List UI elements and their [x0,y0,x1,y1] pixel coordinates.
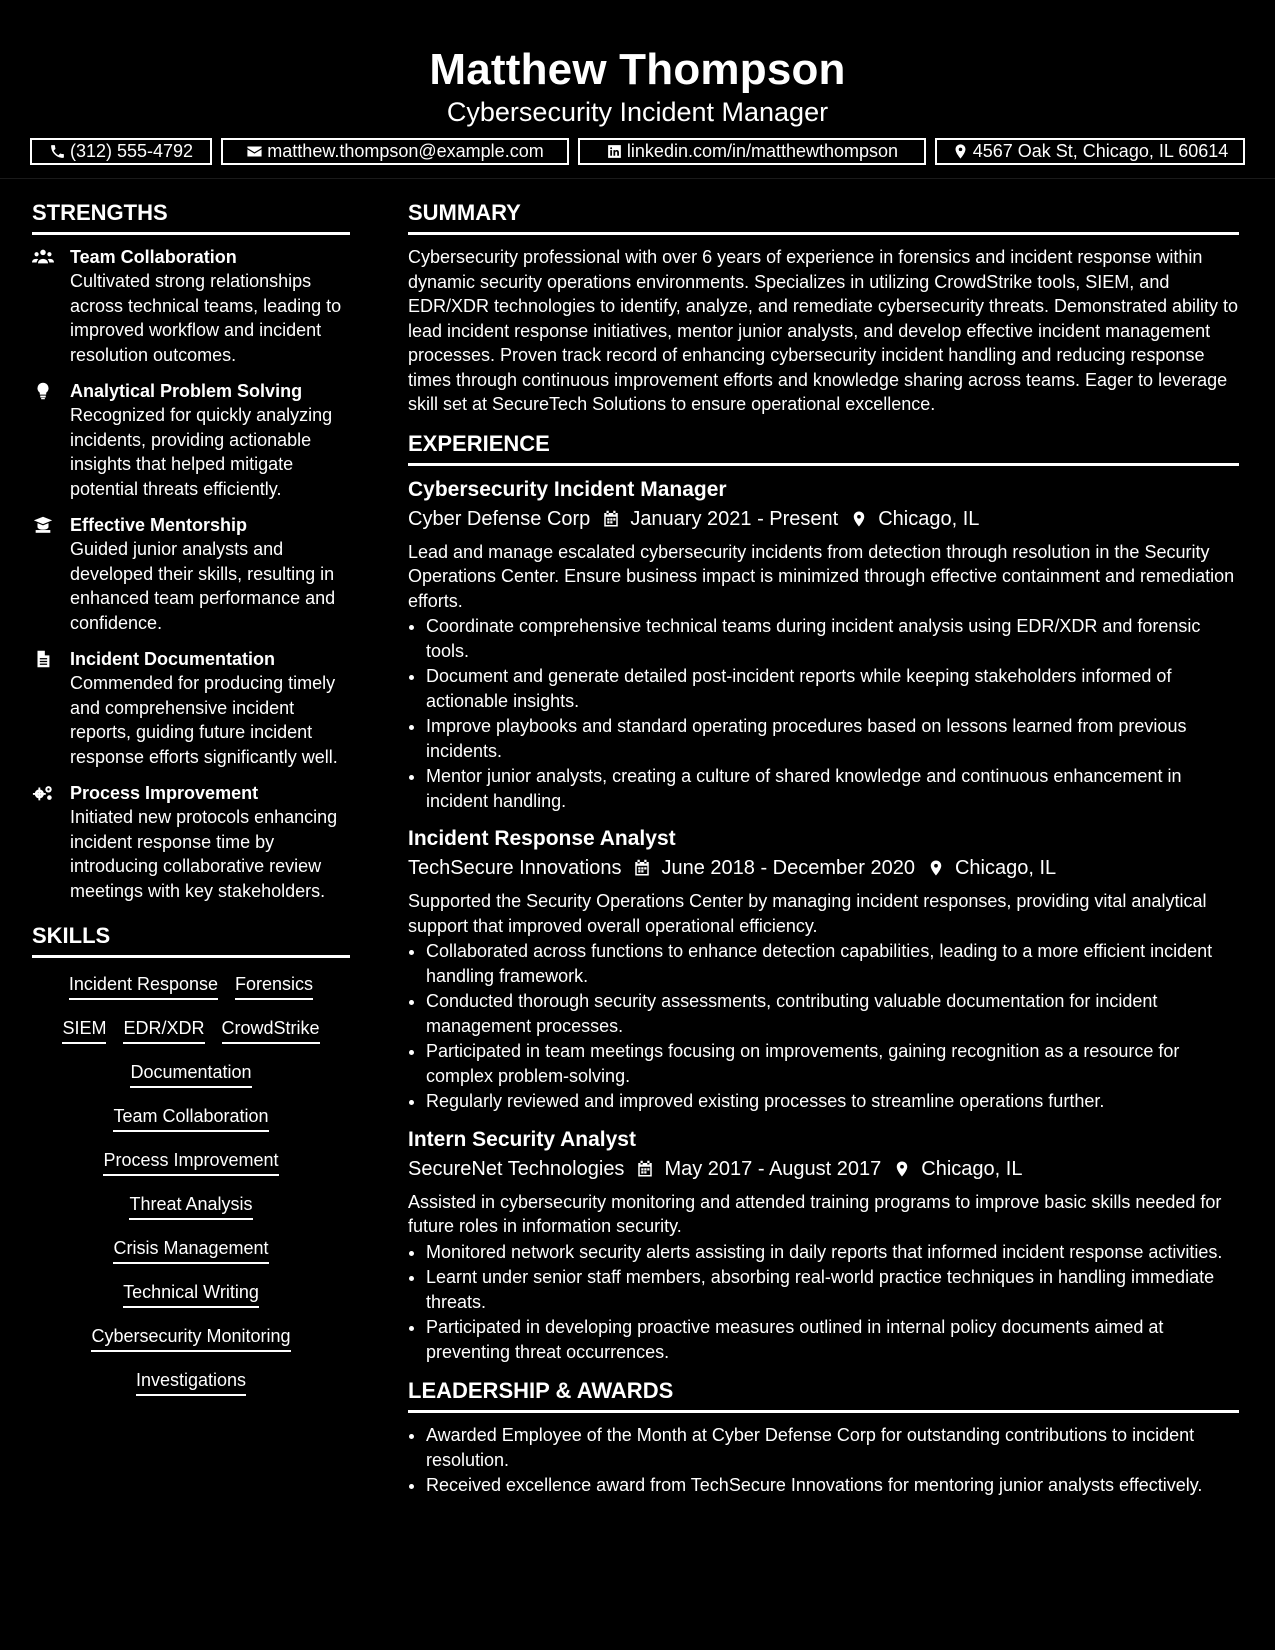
gears-icon [32,784,54,802]
list-item: • Awarded Employee of the Month at Cyber Defense Corp for outstanding contributions to incident resolution. [426,1423,1239,1472]
skill-tag: Forensics [235,972,313,1000]
contact-linkedin-text: linkedin.com/in/matthewthompson [626,141,899,161]
skill-tag: EDR/XDR [123,1016,204,1044]
resume-header [0,0,1275,165]
skill-tag: Process Improvement [103,1148,278,1176]
job-description: Lead and manage escalated cybersecurity incidents from detection through resolution in the Security Operations Center. Ensure business impact is minimized through effective containment and remediation efforts. [408,541,1235,611]
skills-list [32,968,350,1396]
users-icon [32,248,54,266]
job-location: Chicago, IL [878,507,980,530]
list-item: • Conducted thorough security assessments, contributing valuable documentation for incident management processes. [426,989,1239,1038]
contact-location-text: 4567 Oak St, Chicago, IL 60614 [972,141,1229,161]
candidate-title: Cybersecurity Incident Manager [446,97,829,127]
job-bullets [408,1240,1239,1365]
job-bullets [408,939,1239,1114]
calendar-icon [602,510,620,528]
skill-tag: Documentation [130,1060,251,1088]
job-location: Chicago, IL [921,1157,1023,1180]
job-company: TechSecure Innovations [408,857,622,879]
strength-description: Cultivated strong relationships across technical teams, leading to improved workflow and incident resolution outcomes. [70,271,342,365]
job-description: Assisted in cybersecurity monitoring and attended training programs to improve basic skills needed for future roles in information security. [408,1191,1222,1236]
skill-tag: Technical Writing [123,1280,259,1308]
strength-description: Recognized for quickly analyzing incidents, providing actionable insights that helped mitigate potential threats efficiently. [70,405,333,499]
list-item: • Participated in developing proactive measures outlined in internal policy documents aimed at preventing threat occurrences. [426,1315,1239,1364]
strength-description: Guided junior analysts and developed their skills, resulting in enhanced team performance and confidence. [70,539,336,633]
strength-name: Process Improvement [70,783,259,803]
skill-tag: Incident Response [69,972,218,1000]
skill-tag: Investigations [136,1368,246,1396]
job-company: Cyber Defense Corp [408,507,591,530]
job-title: Intern Security Analyst [408,1127,636,1151]
contact-bar [30,138,1245,165]
job-entry [408,1126,1239,1365]
calendar-icon [633,859,651,877]
skill-tag: CrowdStrike [222,1016,320,1044]
contact-location [935,138,1245,165]
contact-email[interactable] [221,138,569,165]
strength-item [32,781,350,903]
list-item: • Collaborated across functions to enhance detection capabilities, leading to a more efficient incident handling framework. [426,939,1239,988]
skill-tag: SIEM [62,1016,106,1044]
strength-description: Commended for producing timely and comprehensive incident reports, guiding future incident response efforts significantly well. [70,673,338,767]
strength-name: Incident Documentation [70,649,276,669]
strength-item [32,513,350,635]
list-item: • Document and generate detailed post-incident reports while keeping stakeholders informed of actionable insights. [426,664,1239,713]
calendar-icon [636,1160,654,1178]
header-divider [0,178,1275,179]
job-dates: May 2017 - August 2017 [664,1157,882,1180]
job-meta [408,504,1239,534]
job-title: Cybersecurity Incident Manager [408,477,727,501]
strength-item [32,245,350,367]
map-pin-icon [850,510,868,528]
job-title: Incident Response Analyst [408,827,676,850]
map-pin-icon [927,859,945,877]
strength-description: Initiated new protocols enhancing incident response time by introducing collaborative review meetings with key stakeholders. [70,807,338,901]
strength-name: Effective Mentorship [70,515,248,535]
skill-tag: Cybersecurity Monitoring [91,1324,290,1352]
job-entry [408,476,1239,814]
contact-phone-text: (312) 555-4792 [69,141,194,161]
job-dates: June 2018 - December 2020 [661,857,915,879]
list-item: • Monitored network security alerts assisting in daily reports that informed incident response activities. [426,1240,1239,1265]
list-item: • Improve playbooks and standard operating procedures based on lessons learned from previous incidents. [426,714,1239,763]
summary-heading: SUMMARY [408,200,1239,235]
right-column [408,200,1239,1499]
job-bullets [408,614,1239,813]
strength-item [32,647,350,769]
job-entry [408,825,1239,1114]
list-item: • Received excellence award from TechSecure Innovations for mentoring junior analysts effectively. [426,1473,1239,1498]
candidate-name: Matthew Thompson [429,45,846,94]
job-location: Chicago, IL [954,857,1057,879]
lightbulb-icon [32,382,54,400]
map-pin-icon [893,1160,911,1178]
map-pin-icon [952,143,969,160]
leadership-bullets [408,1423,1239,1498]
left-column [32,200,350,1412]
list-item: • Coordinate comprehensive technical teams during incident analysis using EDR/XDR and forensic tools. [426,614,1239,663]
linkedin-icon [606,143,623,160]
job-meta [408,853,1239,883]
strengths-heading: STRENGTHS [32,200,350,235]
list-item: • Regularly reviewed and improved existing processes to streamline operations further. [426,1089,1239,1114]
envelope-icon [246,143,263,160]
strength-name: Analytical Problem Solving [70,381,303,401]
job-meta [408,1154,1239,1184]
skill-tag: Threat Analysis [129,1192,252,1220]
contact-linkedin[interactable] [578,138,926,165]
job-dates: January 2021 - Present [630,507,839,530]
leadership-heading: LEADERSHIP & AWARDS [408,1378,1239,1413]
skill-tag: Crisis Management [113,1236,268,1264]
list-item: • Learnt under senior staff members, absorbing real-world practice techniques in handling immediate threats. [426,1265,1239,1314]
contact-email-text: matthew.thompson@example.com [267,141,544,161]
strength-item [32,379,350,501]
strength-name: Team Collaboration [70,247,237,267]
list-item: • Mentor junior analysts, creating a culture of shared knowledge and continuous enhancement in incident handling. [426,764,1239,813]
job-company: SecureNet Technologies [408,1157,625,1180]
graduation-icon [32,516,54,534]
experience-heading: EXPERIENCE [408,431,1239,466]
skills-heading: SKILLS [32,923,350,958]
job-description: Supported the Security Operations Center by managing incident responses, providing vital analytical support that improved overall operational efficiency. [408,891,1207,936]
contact-phone[interactable] [30,138,212,165]
list-item: • Participated in team meetings focusing on improvements, gaining recognition as a resource for complex problem-solving. [426,1039,1239,1088]
skill-tag: Team Collaboration [113,1104,268,1132]
document-icon [32,650,54,668]
phone-icon [49,143,66,160]
summary-text: Cybersecurity professional with over 6 years of experience in forensics and incident response within dynamic security operations environments. Specializes in utilizing CrowdStrike tools, SIEM, and EDR/XDR technologies to identify, analyze, and remediate cybersecurity threats. Demonstrated ability to lead incident response initiatives, mentor junior analysts, and develop effective incident management processes. Proven track record of enhancing cybersecurity incident handling and reducing response times through continuous improvement efforts and knowledge sharing across teams. Eager to leverage skill set at SecureTech Solutions to ensure operational excellence. [408,247,1239,414]
